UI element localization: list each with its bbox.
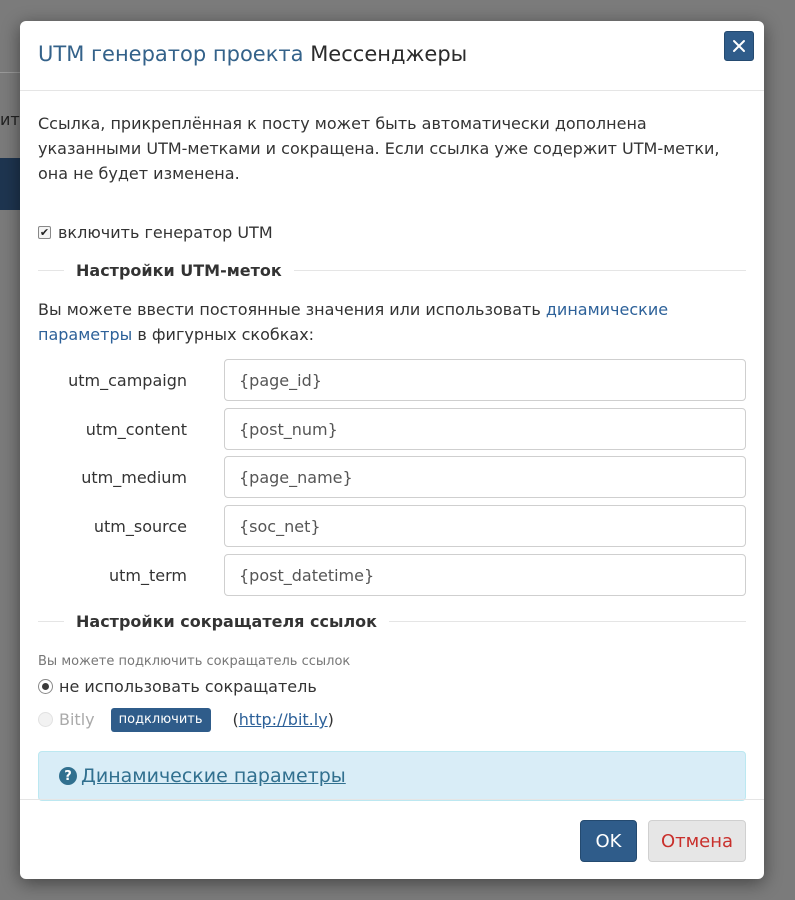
dynamic-params-info-link[interactable]: Динамические параметры [81,764,346,787]
utm-term-row [38,554,746,596]
utm-description-before: Вы можете ввести постоянные значения или использовать [38,300,541,319]
project-name: Мессенджеры [310,42,468,66]
dynamic-params-info-box [38,751,746,801]
shortener-hint: Вы можете подключить сокращатель ссылок [38,654,351,669]
utm-campaign-input[interactable] [224,359,746,401]
enable-generator-label: включить генератор UTM [58,223,273,242]
utm-medium-row [38,456,746,498]
shortener-settings-title: Настройки сокращателя ссылок [76,612,378,631]
cancel-button[interactable]: Отмена [648,820,746,862]
enable-generator-checkbox[interactable]: ✔ [39,226,50,239]
bitly-url-link[interactable]: http://bit.ly [238,710,328,729]
close-button[interactable] [724,31,754,61]
utm-settings-legend [38,258,746,283]
utm-description [38,297,746,347]
no-shortener-label: не использовать сокращатель [59,677,317,696]
utm-generator-dialog [20,21,764,879]
shortener-settings-legend [38,609,746,634]
utm-settings-title: Настройки UTM-меток [76,261,282,280]
background-button-fragment [0,158,20,210]
intro-text: Ссылка, прикреплённая к посту может быть автоматически дополнена указанными UTM-метками и сокращена. Если ссылка уже содержит UTM-метки, она не будет изменена. [38,114,720,183]
legend-divider [38,621,64,622]
utm-term-label: utm_term [109,566,187,585]
dynamic-params-link[interactable]: динамические параметры [38,300,669,344]
no-shortener-radio[interactable] [38,679,53,694]
question-circle-icon: ? [59,767,77,785]
bitly-url-wrapper [233,707,334,732]
background-text-fragment: ит [0,110,20,129]
utm-source-row [38,505,746,547]
option-no-shortener[interactable] [38,674,317,699]
utm-campaign-label: utm_campaign [68,371,187,390]
dialog-title-prefix: UTM генератор проекта [38,42,304,66]
dialog-footer [20,799,764,879]
utm-campaign-row [38,359,746,401]
paren-open: ( [232,710,239,729]
bitly-radio[interactable] [38,712,53,727]
utm-source-label: utm_source [93,517,187,536]
dialog-title [38,42,467,66]
utm-term-input[interactable] [224,554,746,596]
enable-generator-row[interactable] [38,220,273,245]
close-icon [732,39,746,53]
dialog-header [20,21,764,91]
utm-content-label: utm_content [85,420,187,439]
utm-content-row [38,408,746,450]
ok-button[interactable]: OK [580,820,637,862]
connect-bitly-button[interactable]: подключить [111,708,211,732]
paren-close: ) [327,710,334,729]
utm-description-after: в фигурных скобках: [137,325,315,344]
legend-divider [38,270,64,271]
bitly-label: Bitly [59,710,95,729]
utm-medium-input[interactable] [224,456,746,498]
dialog-body [38,111,746,787]
utm-content-input[interactable] [224,408,746,450]
legend-divider [294,270,746,271]
utm-medium-label: utm_medium [81,468,187,487]
option-bitly [38,707,334,732]
legend-divider [389,621,746,622]
utm-source-input[interactable] [224,505,746,547]
